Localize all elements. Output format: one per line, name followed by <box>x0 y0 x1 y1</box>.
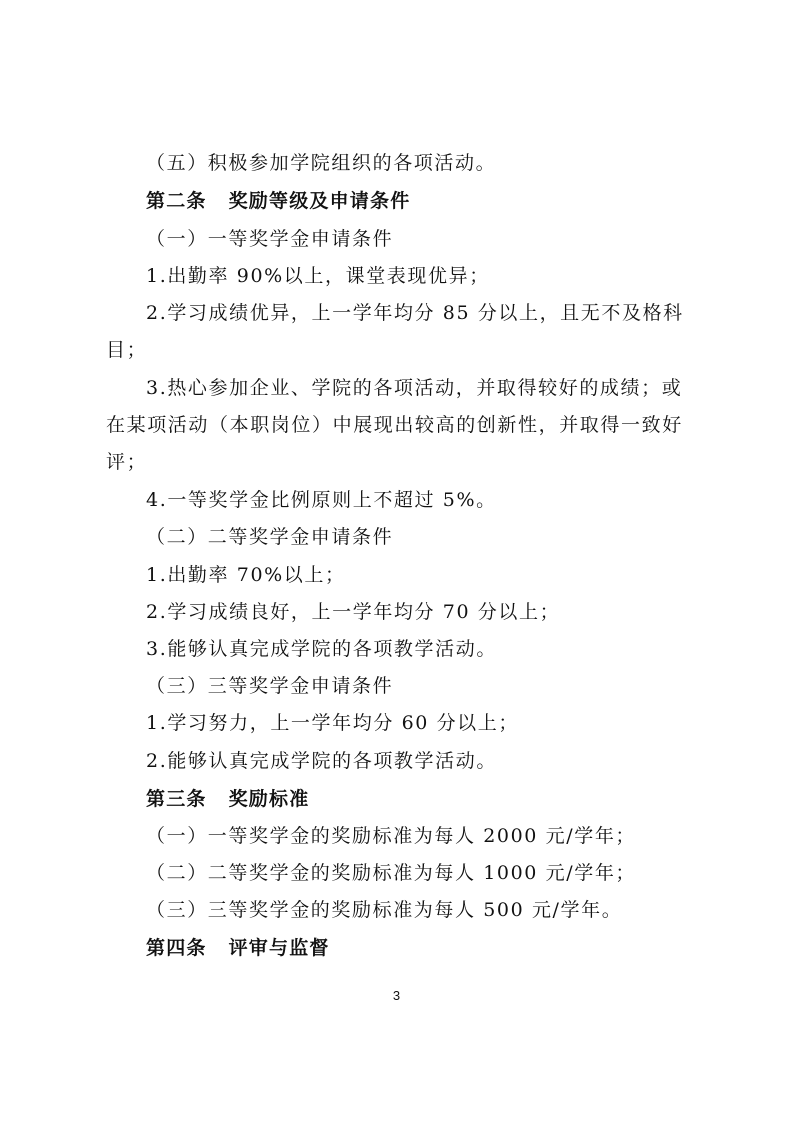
paragraph-line: 在某项活动（本职岗位）中展现出较高的创新性，并取得一致好 <box>106 414 683 436</box>
article-heading <box>146 936 330 960</box>
paragraph-line: 4.一等奖学金比例原则上不超过 5%。 <box>146 489 497 511</box>
article-number: 第四条 <box>146 937 207 959</box>
paragraph-line: （五）积极参加学院组织的各项活动。 <box>146 152 497 174</box>
paragraph-line: 3.热心参加企业、学院的各项活动，并取得较好的成绩；或 <box>146 377 683 399</box>
article-title: 评审与监督 <box>228 937 330 959</box>
paragraph-line: 1.学习努力，上一学年均分 60 分以上； <box>146 712 519 734</box>
article-number: 第二条 <box>146 190 207 212</box>
section-heading: （一）一等奖学金申请条件 <box>146 228 394 250</box>
paragraph-line: 评； <box>106 451 148 473</box>
paragraph-line: （三）三等奖学金的奖励标准为每人 500 元/学年。 <box>146 899 623 921</box>
article-number: 第三条 <box>146 788 207 810</box>
article-heading <box>146 787 309 811</box>
paragraph-line: （二）二等奖学金的奖励标准为每人 1000 元/学年； <box>146 862 637 884</box>
page-number: 3 <box>392 988 401 1003</box>
paragraph-line: 1.出勤率 90%以上，课堂表现优异； <box>146 265 490 287</box>
section-heading: （二）二等奖学金申请条件 <box>146 526 394 548</box>
paragraph-line: 3.能够认真完成学院的各项教学活动。 <box>146 638 497 660</box>
paragraph-line: 目； <box>106 339 148 361</box>
article-title: 奖励标准 <box>228 788 310 810</box>
paragraph-line: 1.出勤率 70%以上； <box>146 564 346 586</box>
paragraph-line: 2.学习成绩良好，上一学年均分 70 分以上； <box>146 601 561 623</box>
paragraph-line: 2.学习成绩优异，上一学年均分 85 分以上，且无不及格科 <box>146 302 684 324</box>
paragraph-line: 2.能够认真完成学院的各项教学活动。 <box>146 750 497 772</box>
paragraph-line: （一）一等奖学金的奖励标准为每人 2000 元/学年； <box>146 825 637 847</box>
article-title: 奖励等级及申请条件 <box>228 190 411 212</box>
article-heading <box>146 189 410 213</box>
section-heading: （三）三等奖学金申请条件 <box>146 675 394 697</box>
